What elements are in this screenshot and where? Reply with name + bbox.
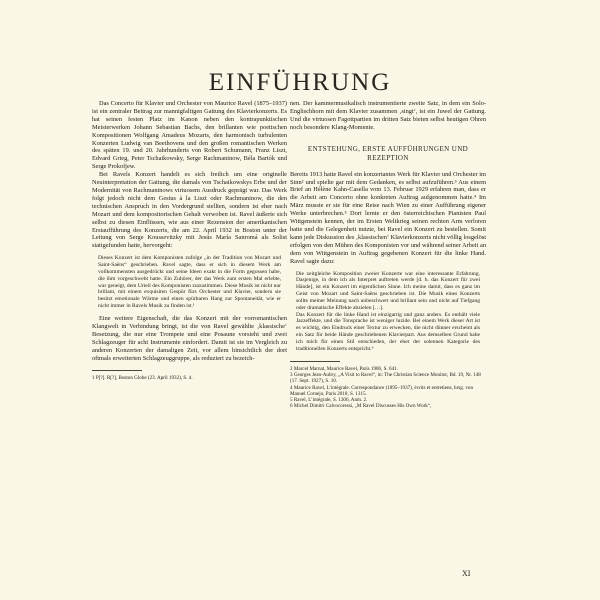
footnote: 1 P[?]. R[?], Boston Globe (23. April 1932), S. 4. [92, 375, 193, 382]
footnotes [290, 366, 486, 410]
page-title: EINFÜHRUNG [208, 68, 392, 96]
right-column [290, 100, 486, 410]
page-number: XI [462, 569, 471, 578]
footnote: 4 Maurice Ravel, L’intégrale. Correspondance (1895–1937), écrits et entretiens, hrsg. von Manuel Cornejo, Paris 2018, S. 1315. [290, 384, 473, 397]
body-paragraph: Eine weitere Eigenschaft, die das Konzert mit der vorromantischen Klangwelt in Verbindung bringt, ist die von Ravel gewählte ‚klassische‘ Besetzung, die nur eine Trompete und eine Posaune vorsieht und zwei Schlagzeuger für acht Instrumente einfordert. Damit ist sie im Vergleich zu anderen Konzerten der damaligen Zeit, vor allem hinsichtlich der dort oftmals erweiterten Schlagzeuggruppe, als reduziert zu bezeich- [92, 314, 287, 362]
body-paragraph: Das Concerto für Klavier und Orchester von Maurice Ravel (1875–1937) ist ein zentraler Beitrag zur mannigfaltigen Gattung des Klavierkonzerts. Es hat seinen festen Platz im Kanon neben den kontrapunktischen Meisterwerken Johann Sebastian Bachs, den brillanten wie poetischen Kompositionen Wolfgang Amadeus Mozarts, den harmonisch turbulenten Konzerten Ludwig van Beethovens und den großen romantischen Werken des späten 19. und 20. Jahrhunderts von Robert Schumann, Franz Liszt, Edvard Grieg, Peter Tschaikowsky, Serge Rachmaninow, Béla Bartók und Serge Prokofjew. [92, 100, 287, 171]
block-quote: Dieses Konzert ist dem Komponisten zufolge „in der Tradition von Mozart und Saint-Saëns“ geschrieben. Ravel sagte, dass er sich in diesem Werk am vollkommensten ausgedrückt und seine Ideen exakt in die Form gegossen habe, die ihm vorgeschwebt hatte. Ein Zuhörer, der das Werk zum ersten Mal erlebte, war geneigt, dem Urteil des Komponisten zuzustimmen. Diese Musik ist nicht nur brillant, mit einem exquisiten Gespür fürs Orchester und Klavier, sondern sie besitzt emotionale Wärme und einen spürbaren Hang zur Spontaneität, wie er nicht immer in Ravels Musik zu finden ist.¹ [98, 255, 281, 310]
body-paragraph: Bei Ravels Konzert handelt es sich freilich um eine originelle Neuinterpretation der Gattung, die damals von Tschaikowskys Erbe und der Modernität von Rachmaninows virtuosem Ausdruck geprägt war. Das Werk folgt jedoch nicht dem Gestus à la Liszt oder Rachmaninow, die den technischen Anspruch in den Vordergrund stellten, sondern ist eher nach Mozart und dem kompositorischen Gehalt verwoben ist. Ravel äußerte sich selbst zu diesen Einflüssen, wie aus einer Rezension der amerikanischen Erstaufführung des Konzerts, die am 22. April 1932 in Boston unter der Leitung von Serge Koussevitzky mit Jesús María Sanromá als Solist stattgefunden hatte, hervorgeht: [92, 171, 287, 250]
footnotes [92, 375, 287, 381]
footnote: 3 Georges Jean-Aubry, „A Visit to Ravel“, in: The Christian Science Monitor, Bd. 19, Nr. 148 (17. Sept. 1927), S. 10. [290, 371, 481, 385]
footnote-rule [92, 370, 142, 371]
footnote-rule [290, 361, 340, 362]
footnote: 6 Michel Dimitri Calvocoressi, „M Ravel Discusses His Own Work“, [290, 403, 432, 410]
left-column [92, 100, 287, 382]
block-quote: Die zeitgleiche Komposition zweier Konzerte war eine interessante Erfahrung. Dasjenige, in dem ich als Interpret auftreten werde [d. h. das Konzert für zwei Hände], ist ein Konzert im eigentlichen Sinne. Ich meine damit, dass es ganz im Geist von Mozart und Saint-Saëns geschrieben ist. Die Musik eines Konzerts sollte meiner Meinung nach unbeschwert und brillant sein und nicht auf Tiefgang oder dramatische Effekte abzielen […]. Das Konzert für die linke Hand ist einzigartig und ganz anders. Es enthält viele Jazzeffekte, und die Tonsprache ist weniger luzide. Bei einem Werk dieser Art ist es wichtig, den Eindruck einer Textur zu erwecken, die nicht dünner erscheint als ein Satz für beide Hände geschriebenen Klavierpart. Aus demselben Grund habe ich mich für einen Stil entschieden, der eher der solennen Kategorie des traditionellen Konzerts entspricht.⁶ [296, 270, 480, 352]
footnote: 5 Ravel, L’intégrale, S. 1306, Anm. 2. [290, 397, 368, 404]
body-paragraph: Bereits 1913 hatte Ravel ein konzertantes Werk für Klavier und Orchester im Sinn² und spielte gar mit dem Gedanken, es selbst aufzuführen.³ Aus einem Brief an Hélène Kahn-Casella vom 13. Februar 1929 erfahren man, dass er die Arbeit am Concerto ohne konkreten Auftrag aufgenommen hatte.⁴ Im März musste er sie für eine Reise nach Wien zu einer Aufführung eigener Werke unterbrechen.⁵ Dort lernte er den österreichischen Pianisten Paul Wittgenstein kennen, der im Ersten Weltkrieg seinen rechten Arm verloren hatte und die Gelegenheit nutzte, bei Ravel ein Konzert zu bestellen. Somit kann jede Diskussion des ‚klassischen‘ Klavierkonzerts nicht völlig losgelöst erfolgen von den Mühen des Komponisten vor und während seiner Arbeit an dem von Wittgenstein in Auftrag gegebenen Konzert für die linke Hand. Ravel sagte dazu: [290, 170, 486, 265]
body-paragraph: nen. Der kammermusikalisch instrumentierte zweite Satz, in dem ein Solo-Englischhorn mit dem Klavier zusammen ‚singt‘, ist ein Juwel der Gattung. Und die virtuosen Fagottpartien im dritten Satz bieten selbst heutigen Ohren noch besondere Klang-Momente. [290, 100, 486, 131]
footnote: 2 Marcel Marnat, Maurice Ravel, Paris 1986, S. 641. [290, 365, 398, 372]
section-heading: ENTSTEHUNG, ERSTE AUFFÜHRUNGEN UND REZEPTION [307, 144, 469, 162]
